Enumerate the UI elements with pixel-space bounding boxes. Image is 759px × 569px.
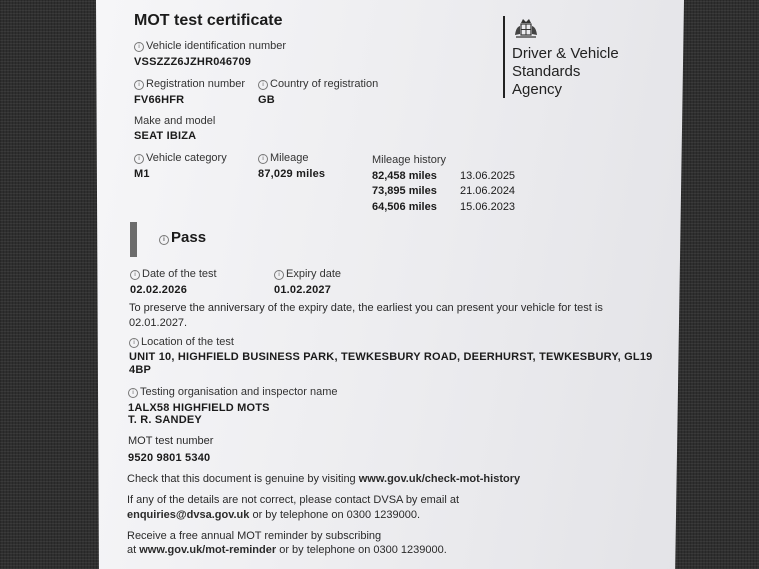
mileage-history-label: Mileage history [372, 154, 446, 166]
organisation-line1: 1ALX58 HIGHFIELD MOTS [128, 402, 270, 414]
info-icon: i [129, 338, 139, 348]
registration-label: i Registration number [134, 78, 245, 90]
location-line1: UNIT 10, HIGHFIELD BUSINESS PARK, TEWKESBURY ROAD, DEERHURST, TEWKESBURY, GL19 [129, 351, 653, 363]
location-label: i Location of the test [129, 336, 234, 348]
history-date: 15.06.2023 [460, 200, 516, 213]
info-icon: i [258, 154, 268, 164]
test-date-label: i Date of the test [130, 268, 217, 280]
info-icon: i [159, 235, 169, 245]
make-model-value: SEAT IBIZA [134, 130, 197, 142]
info-icon: i [134, 42, 144, 52]
registration-value: FV66HFR [134, 94, 185, 106]
mileage-history-table [372, 168, 515, 215]
test-number-value: 9520 9801 5340 [128, 452, 211, 464]
preserve-date: 02.01.2027. [129, 317, 188, 329]
info-icon: i [274, 270, 284, 280]
info-icon: i [130, 270, 140, 280]
vin-value: VSSZZZ6JZHR046709 [134, 56, 252, 68]
vin-label: i Vehicle identification number [134, 40, 286, 52]
history-date: 21.06.2024 [460, 185, 516, 198]
reminder-note: Receive a free annual MOT reminder by subscribing [127, 530, 382, 542]
check-note: Check that this document is genuine by visiting www.gov.uk/check-mot-history [127, 473, 521, 485]
agency-name-line1: Driver & Vehicle [512, 45, 619, 62]
test-result: i Pass [159, 229, 206, 246]
vehicle-category-value: M1 [134, 168, 150, 180]
inspector-name: T. R. SANDEY [128, 414, 202, 426]
preserve-note: To preserve the anniversary of the expiry date, the earliest you can present your vehicle for test is [129, 302, 603, 314]
test-number-label: MOT test number [128, 435, 214, 447]
reminder-line2: at www.gov.uk/mot-reminder or by telephone on 0300 1239000. [127, 544, 447, 556]
history-miles: 64,506 miles [372, 200, 437, 213]
test-date-value: 02.02.2026 [130, 284, 188, 296]
certificate-title: MOT test certificate [134, 12, 283, 29]
result-bar [130, 222, 137, 257]
agency-name-line2: Standards [512, 63, 581, 80]
check-mot-link[interactable]: www.gov.uk/check-mot-history [358, 473, 521, 485]
mileage-label: i Mileage [258, 152, 309, 164]
history-row [372, 168, 515, 184]
history-miles: 82,458 miles [372, 169, 437, 182]
history-row [372, 184, 515, 200]
info-icon: i [134, 80, 144, 90]
contact-email-link[interactable]: enquiries@dvsa.gov.uk [127, 509, 250, 521]
agency-divider [503, 16, 505, 98]
contact-note: If any of the details are not correct, please contact DVSA by email at [127, 494, 460, 506]
expiry-date-label: i Expiry date [274, 268, 341, 280]
expiry-date-value: 01.02.2027 [274, 284, 332, 296]
history-row [372, 199, 515, 215]
mileage-value: 87,029 miles [258, 168, 326, 180]
country-value: GB [258, 94, 275, 106]
vehicle-category-label: i Vehicle category [134, 152, 227, 164]
agency-name-line3: Agency [512, 81, 563, 98]
location-line2: 4BP [129, 364, 151, 376]
info-icon: i [258, 80, 268, 90]
history-date: 13.06.2025 [460, 169, 516, 182]
mot-reminder-link[interactable]: www.gov.uk/mot-reminder [139, 544, 277, 556]
organisation-label: i Testing organisation and inspector name [128, 386, 338, 398]
country-label: i Country of registration [258, 78, 378, 90]
info-icon: i [128, 388, 138, 398]
contact-line2: enquiries@dvsa.gov.uk or by telephone on 0300 1239000. [127, 509, 421, 521]
history-miles: 73,895 miles [372, 185, 437, 198]
info-icon: i [134, 154, 144, 164]
royal-crest-icon [512, 17, 540, 41]
make-model-label: Make and model [134, 115, 216, 127]
